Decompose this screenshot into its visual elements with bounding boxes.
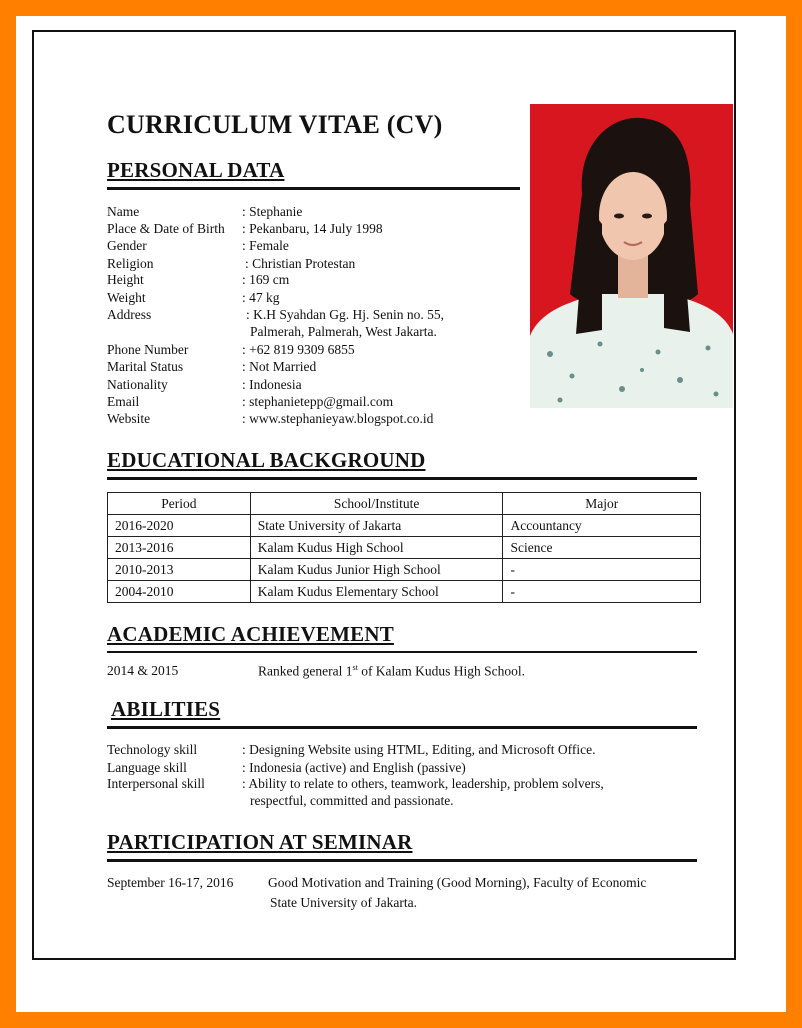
ability-value-interpersonal: : Ability to relate to others, teamwork, leadership, problem solvers, <box>242 776 604 791</box>
education-rule <box>107 477 697 480</box>
field-label-nationality: Nationality <box>107 377 168 392</box>
seminar-title: Good Motivation and Training (Good Morning), Faculty of Economic <box>268 875 647 890</box>
field-value-height: : 169 cm <box>242 272 290 287</box>
education-heading: EDUCATIONAL BACKGROUND <box>107 448 426 472</box>
field-value-address: : K.H Syahdan Gg. Hj. Senin no. 55, <box>246 307 444 322</box>
field-label-phone: Phone Number <box>107 342 189 357</box>
field-label-address: Address <box>107 307 152 322</box>
personal-data-rule <box>107 187 520 190</box>
seminar-rule <box>107 859 697 862</box>
seminar-heading: PARTICIPATION AT SEMINAR <box>107 830 413 854</box>
ability-label-language: Language skill <box>107 760 187 775</box>
seminar-organizer: State University of Jakarta. <box>270 895 417 910</box>
table-header-row <box>108 493 701 515</box>
field-label-gender: Gender <box>107 238 147 253</box>
achievement-rule <box>107 651 697 653</box>
column-header-school: School/Institute <box>250 493 503 515</box>
achievement-heading: ACADEMIC ACHIEVEMENT <box>107 622 394 646</box>
ability-value-technology: : Designing Website using HTML, Editing, and Microsoft Office. <box>242 742 596 757</box>
table-row <box>108 581 701 603</box>
cell-period: 2013-2016 <box>108 537 251 559</box>
cell-period: 2004-2010 <box>108 581 251 603</box>
cell-period: 2016-2020 <box>108 515 251 537</box>
personal-data-heading: PERSONAL DATA <box>107 158 285 182</box>
field-value-marital-status: : Not Married <box>242 359 317 374</box>
education-table <box>107 492 701 603</box>
column-header-major: Major <box>503 493 701 515</box>
cell-school: State University of Jakarta <box>250 515 503 537</box>
field-label-birth: Place & Date of Birth <box>107 221 225 236</box>
field-value-email: : stephanietepp@gmail.com <box>242 394 394 409</box>
cell-major: Science <box>503 537 701 559</box>
field-label-weight: Weight <box>107 290 146 305</box>
cell-major: Accountancy <box>503 515 701 537</box>
cell-major: - <box>503 581 701 603</box>
field-value-nationality: : Indonesia <box>242 377 302 392</box>
cell-school: Kalam Kudus High School <box>250 537 503 559</box>
cell-school: Kalam Kudus Elementary School <box>250 581 503 603</box>
achievement-text-start: Ranked general 1 <box>258 663 353 679</box>
ability-label-technology: Technology skill <box>107 742 198 757</box>
field-label-name: Name <box>107 204 140 219</box>
cell-period: 2010-2013 <box>108 559 251 581</box>
table-row <box>108 537 701 559</box>
field-value-name: : Stephanie <box>242 204 303 219</box>
field-label-email: Email <box>107 394 140 409</box>
table-row <box>108 515 701 537</box>
cell-school: Kalam Kudus Junior High School <box>250 559 503 581</box>
field-label-website: Website <box>107 411 151 426</box>
field-value-phone: : +62 819 9309 6855 <box>242 342 355 357</box>
column-header-period: Period <box>108 493 251 515</box>
abilities-heading: ABILITIES <box>111 697 221 721</box>
field-value-address-line2: Palmerah, Palmerah, West Jakarta. <box>250 324 437 339</box>
achievement-year: 2014 & 2015 <box>107 663 179 678</box>
seminar-date: September 16-17, 2016 <box>107 875 234 890</box>
achievement-superscript: st <box>352 663 358 672</box>
abilities-rule <box>107 726 697 729</box>
field-value-weight: : 47 kg <box>242 290 280 305</box>
cell-major: - <box>503 559 701 581</box>
field-label-height: Height <box>107 272 144 287</box>
document-title: CURRICULUM VITAE (CV) <box>107 110 443 139</box>
field-label-religion: Religion <box>107 256 154 271</box>
ability-value-language: : Indonesia (active) and English (passive) <box>242 760 466 775</box>
ability-label-interpersonal: Interpersonal skill <box>107 776 205 791</box>
field-value-birth: : Pekanbaru, 14 July 1998 <box>242 221 383 236</box>
field-value-religion: : Christian Protestan <box>245 256 356 271</box>
profile-photo <box>530 104 733 408</box>
field-value-gender: : Female <box>242 238 289 253</box>
field-label-marital-status: Marital Status <box>107 359 184 374</box>
achievement-text-end: of Kalam Kudus High School. <box>357 663 526 679</box>
table-row <box>108 559 701 581</box>
achievement-text <box>258 663 525 680</box>
field-value-website: : www.stephanieyaw.blogspot.co.id <box>242 411 434 426</box>
portrait-illustration-icon <box>530 104 733 408</box>
ability-value-interpersonal-line2: respectful, committed and passionate. <box>250 793 454 808</box>
